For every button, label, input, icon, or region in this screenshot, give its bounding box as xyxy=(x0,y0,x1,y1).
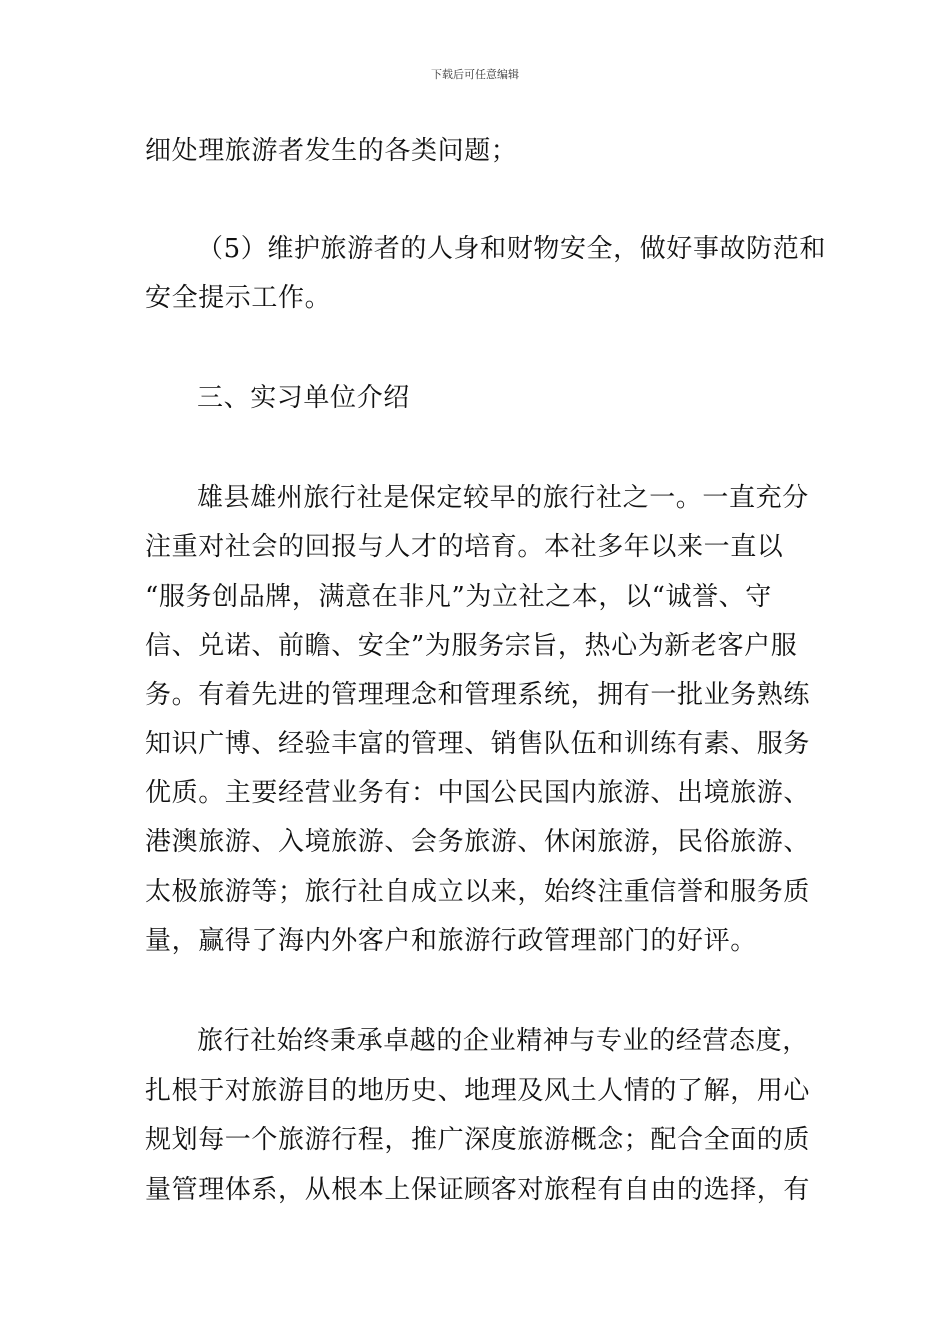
text-line: 雄县雄州旅行社是保定较早的旅行社之一。一直充分 xyxy=(197,483,809,513)
text-line: 注重对社会的回报与人才的培育。本社多年以来一直以 xyxy=(145,532,784,562)
text-line: （5）维护旅游者的人身和财物安全，做好事故防范和 xyxy=(197,234,826,264)
text-line: 细处理旅游者发生的各类问题； xyxy=(145,136,518,166)
text-line: 旅行社始终秉承卓越的企业精神与专业的经营态度， xyxy=(197,1026,809,1056)
section-heading: 三、实习单位介绍 xyxy=(197,383,410,413)
text-line: 务。有着先进的管理理念和管理系统，拥有一批业务熟练 xyxy=(145,680,811,710)
text-line: 规划每一个旅游行程，推广深度旅游概念；配合全面的质 xyxy=(145,1125,811,1155)
text-line: 港澳旅游、入境旅游、会务旅游、休闲旅游，民俗旅游、 xyxy=(145,827,811,857)
text-line: 太极旅游等；旅行社自成立以来，始终注重信誉和服务质 xyxy=(145,877,811,907)
text-line: 安全提示工作。 xyxy=(145,283,332,313)
text-line: 知识广博、经验丰富的管理、销售队伍和训练有素、服务 xyxy=(145,729,811,759)
text-line: 量，赢得了海内外客户和旅游行政管理部门的好评。 xyxy=(145,926,757,956)
text-line: 信、兑诺、前瞻、安全”为服务宗旨，热心为新老客户服 xyxy=(145,631,798,661)
text-line: 量管理体系，从根本上保证顾客对旅程有自由的选择，有 xyxy=(145,1175,811,1205)
text-line: 优质。主要经营业务有：中国公民国内旅游、出境旅游、 xyxy=(145,778,811,808)
text-line: 扎根于对旅游目的地历史、地理及风土人情的了解，用心 xyxy=(145,1076,811,1106)
text-line: “服务创品牌，满意在非凡”为立社之本，以“诚誉、守 xyxy=(145,582,772,612)
header-note: 下载后可任意编辑 xyxy=(431,68,519,81)
